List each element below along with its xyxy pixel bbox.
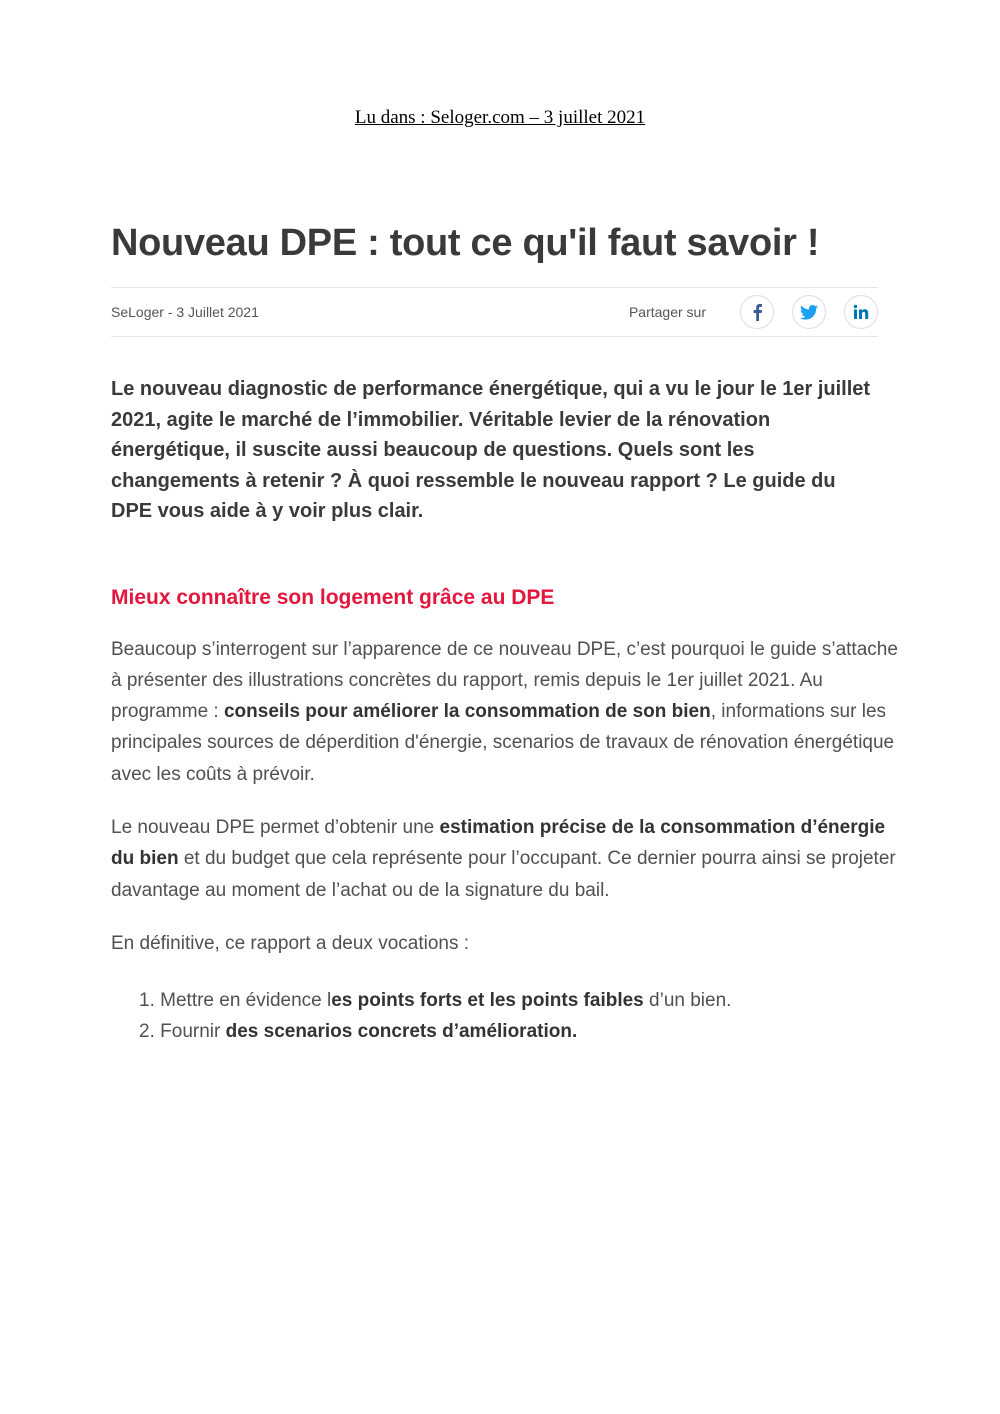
share-bar <box>629 295 878 329</box>
list-item-text: d’un bien. <box>643 990 732 1012</box>
paragraph-text: et du budget que cela représente pour l’occupant. Ce dernier pourra ainsi se projeter davantage au moment de l’achat ou de la signature du bail. <box>111 848 896 901</box>
facebook-icon <box>751 303 763 321</box>
facebook-share-button[interactable] <box>740 295 774 329</box>
list-item <box>139 1016 901 1047</box>
list-number: 2. <box>139 1021 155 1043</box>
linkedin-icon <box>853 304 869 320</box>
list-item-text: Mettre en évidence l <box>160 990 332 1012</box>
paragraph-text: Beaucoup s’interrogent sur l’apparence de ce nouveau DPE, c’est pourquoi le guide s’attache à présenter des illustrations concrètes du rapport, remis depuis le 1er juillet 2021. Au programme : <box>111 638 898 723</box>
twitter-icon <box>800 305 818 320</box>
paragraph <box>111 812 901 906</box>
article-intro: Le nouveau diagnostic de performance énergétique, qui a vu le jour le 1er juillet 2021, agite le marché de l’immobilier. Véritable levier de la rénovation énergétique, il suscite aussi beaucoup de questions. Quels sont les changements à retenir ? À quoi ressemble le nouveau rapport ? Le guide du DPE vous aide à y voir plus clair. <box>111 378 871 522</box>
paragraph-bold-text: conseils pour améliorer la consommation de son bien <box>223 701 711 723</box>
paragraph-text: , informations sur les principales sources de déperdition d'énergie, scenarios de travaux de rénovation énergétique avec les coûts à prévoir. <box>111 701 895 785</box>
list-item <box>139 985 901 1016</box>
paragraph-text: Le nouveau DPE permet d’obtenir une <box>111 816 440 838</box>
meta-bar <box>111 287 878 337</box>
list-item-text: Fournir <box>160 1021 226 1043</box>
linkedin-share-button[interactable] <box>844 295 878 329</box>
article <box>111 218 901 1048</box>
twitter-share-button[interactable] <box>792 295 826 329</box>
source-line: Lu dans : Seloger.com – 3 juillet 2021 <box>354 107 646 128</box>
share-label: Partager sur <box>628 304 706 320</box>
section-title: Mieux connaître son logement grâce au DPE <box>111 585 555 609</box>
list-item-bold-text: es points forts et les points faibles <box>331 990 644 1012</box>
list-number: 1. <box>139 990 155 1012</box>
vocations-list <box>111 985 901 1048</box>
paragraph: En définitive, ce rapport a deux vocations : <box>111 932 470 954</box>
byline: SeLoger - 3 Juillet 2021 <box>111 304 259 320</box>
article-title: Nouveau DPE : tout ce qu'il faut savoir ! <box>111 222 820 264</box>
list-item-bold-text: des scenarios concrets d’amélioration. <box>225 1021 578 1043</box>
paragraph-bold-text: estimation précise de la consommation d’énergie du bien <box>111 816 886 870</box>
paragraph <box>111 634 901 790</box>
